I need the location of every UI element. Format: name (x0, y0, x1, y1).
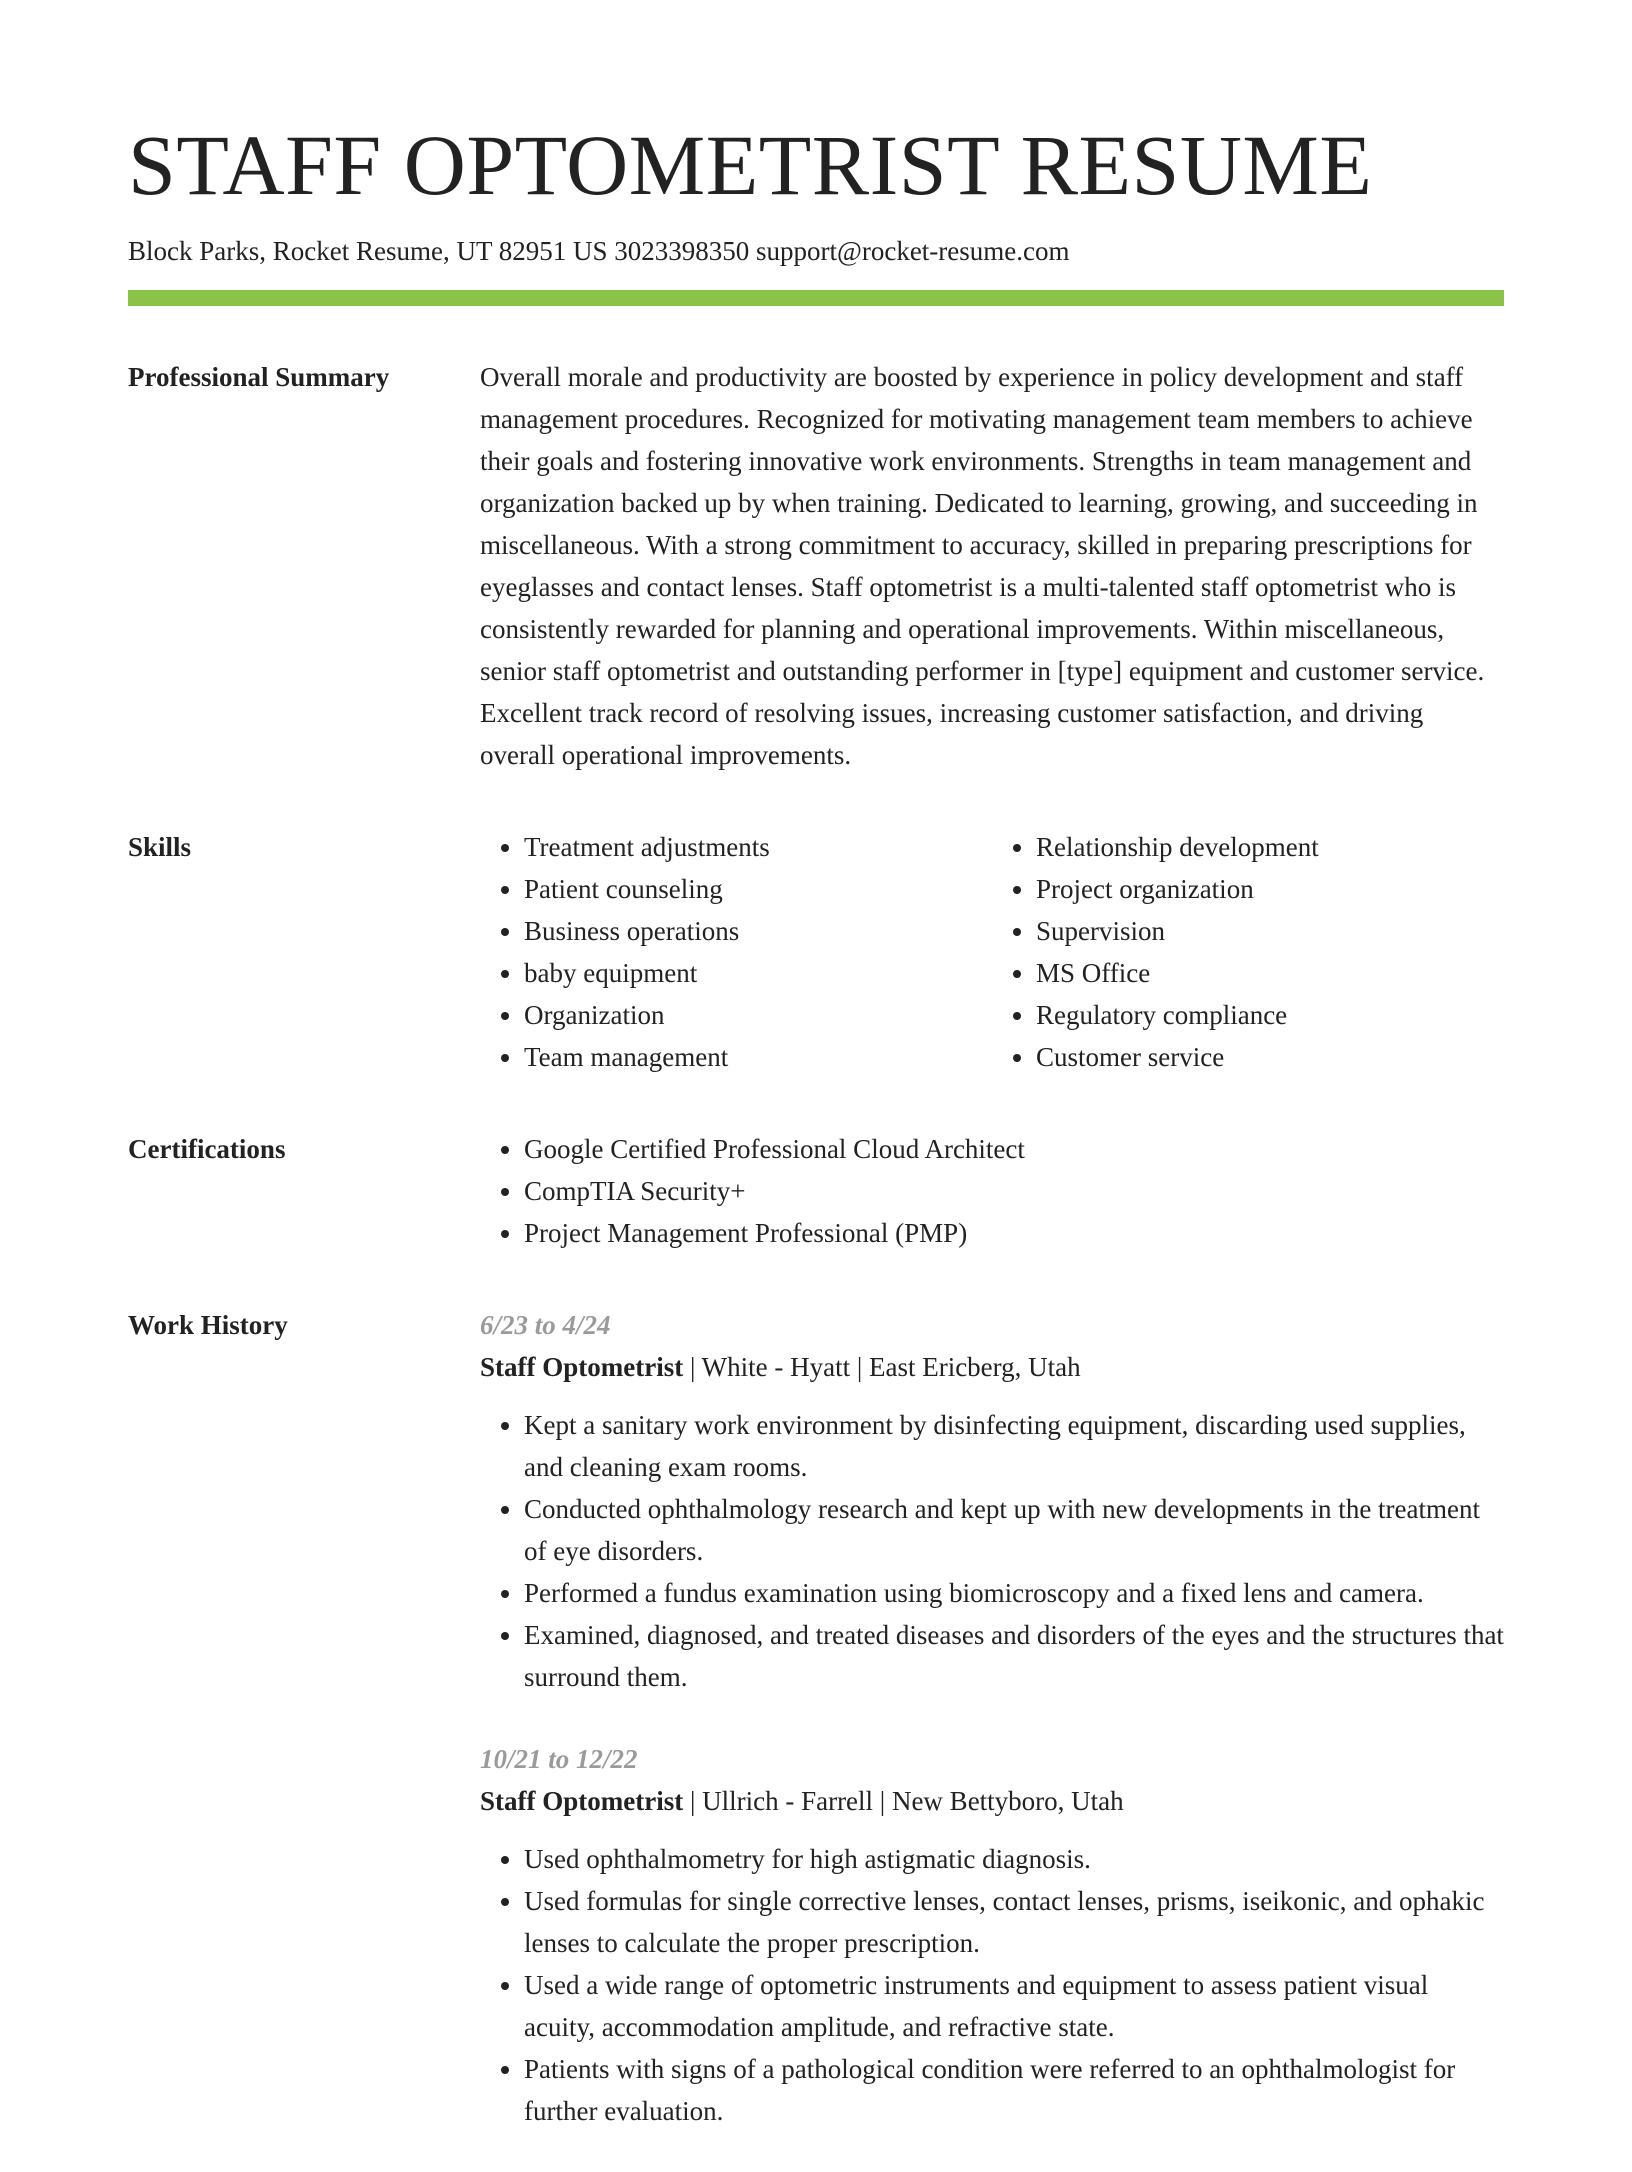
skill-item: • Business operations (524, 910, 992, 952)
certification-item: • Project Management Professional (PMP) (524, 1212, 1504, 1254)
work-history-section (128, 1304, 1504, 2172)
certification-item: • Google Certified Professional Cloud Architect (524, 1128, 1504, 1170)
job-bullet: • Conducted ophthalmology research and kept up with new developments in the treatment of eye disorders. (524, 1488, 1504, 1572)
job-title: Staff Optometrist (480, 1785, 684, 1816)
skill-item: • Team management (524, 1036, 992, 1078)
skills-body (480, 826, 1504, 1078)
accent-divider (128, 290, 1504, 306)
skill-item: • baby equipment (524, 952, 992, 994)
job-entry (480, 1738, 1504, 2132)
skill-item: • Customer service (1036, 1036, 1504, 1078)
work-history-label: Work History (128, 1309, 288, 1340)
summary-body (480, 356, 1504, 776)
job-bullet: • Used formulas for single corrective lenses, contact lenses, prisms, iseikonic, and ophakic lenses to calculate the proper prescription. (524, 1880, 1504, 1964)
summary-label: Professional Summary (128, 361, 390, 392)
skills-label: Skills (128, 831, 192, 862)
skill-item: • Supervision (1036, 910, 1504, 952)
skill-item: • Patient counseling (524, 868, 992, 910)
certifications-label: Certifications (128, 1133, 286, 1164)
summary-text: Overall morale and productivity are boosted by experience in policy development and staff management procedures. Recognized for motivating management team members to achieve their goals and fostering innovative work environments. Strengths in team management and organization backed up by when training. Dedicated to learning, growing, and succeeding in miscellaneous. With a strong commitment to accuracy, skilled in preparing prescriptions for eyeglasses and contact lenses. Staff optometrist is a multi-talented staff optometrist who is consistently rewarded for planning and operational improvements. Within miscellaneous, senior staff optometrist and outstanding performer in [type] equipment and customer service. Excellent track record of resolving issues, increasing customer satisfaction, and driving overall operational improvements. (480, 361, 1485, 770)
job-bullet: • Performed a fundus examination using biomicroscopy and a fixed lens and camera. (524, 1572, 1504, 1614)
job-details: | White - Hyatt | East Ericberg, Utah (683, 1351, 1081, 1382)
skill-item: • Regulatory compliance (1036, 994, 1504, 1036)
job-title: Staff Optometrist (480, 1351, 684, 1382)
contact-line: Block Parks, Rocket Resume, UT 82951 US 3023398350 support@rocket-resume.com (128, 235, 1070, 266)
job-bullets (480, 1838, 1504, 2132)
certification-item: • CompTIA Security+ (524, 1170, 1504, 1212)
skills-list-right (992, 826, 1504, 1078)
certifications-section (128, 1128, 1504, 1254)
skill-item: • MS Office (1036, 952, 1504, 994)
resume-title: STAFF OPTOMETRIST RESUME (128, 117, 1373, 213)
resume-page (128, 118, 1504, 2172)
work-history-body (480, 1304, 1504, 2172)
job-bullet: • Used ophthalmometry for high astigmatic diagnosis. (524, 1838, 1504, 1880)
job-bullet: • Used a wide range of optometric instruments and equipment to assess patient visual acuity, accommodation amplitude, and refractive state. (524, 1964, 1504, 2048)
job-bullet: • Kept a sanitary work environment by disinfecting equipment, discarding used supplies, and cleaning exam rooms. (524, 1404, 1504, 1488)
skill-item: • Project organization (1036, 868, 1504, 910)
summary-section (128, 356, 1504, 776)
job-entry (480, 1304, 1504, 1698)
skills-section (128, 826, 1504, 1078)
skill-item: • Treatment adjustments (524, 826, 992, 868)
job-dates: 6/23 to 4/24 (480, 1309, 611, 1340)
certifications-list (480, 1128, 1504, 1254)
job-bullet: • Examined, diagnosed, and treated diseases and disorders of the eyes and the structures that surround them. (524, 1614, 1504, 1698)
skills-list-left (480, 826, 992, 1078)
job-heading (480, 1780, 1504, 1822)
job-dates: 10/21 to 12/22 (480, 1743, 638, 1774)
job-heading (480, 1346, 1504, 1388)
certifications-body (480, 1128, 1504, 1254)
job-bullets (480, 1404, 1504, 1698)
skill-item: • Organization (524, 994, 992, 1036)
job-bullet: • Patients with signs of a pathological condition were referred to an ophthalmologist for further evaluation. (524, 2048, 1504, 2132)
skill-item: • Relationship development (1036, 826, 1504, 868)
job-details: | Ullrich - Farrell | New Bettyboro, Utah (683, 1785, 1124, 1816)
